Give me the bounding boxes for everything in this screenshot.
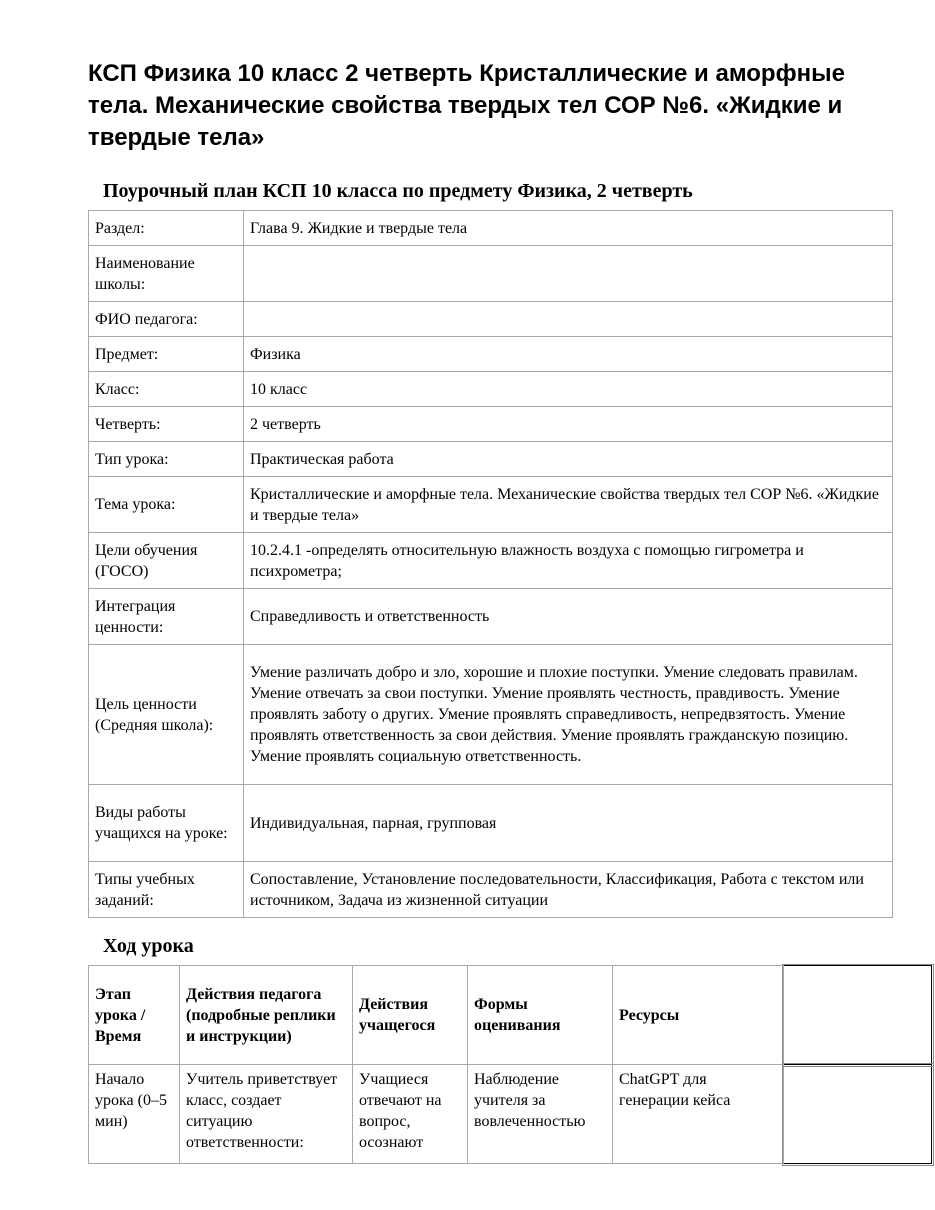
column-header-extra: [784, 966, 932, 1065]
row-value: [244, 302, 893, 337]
table-row: [89, 211, 893, 246]
table-row: [89, 442, 893, 477]
row-key: Предмет:: [89, 337, 244, 372]
cell-assessment: Наблюдение учителя за вовлеченностью: [468, 1065, 613, 1164]
document-title: КСП Физика 10 класс 2 четверть Кристаллические и аморфные тела. Механические свойства твердых тел СОР №6. «Жидкие и твердые тела»: [88, 60, 845, 151]
row-key: Наименование школы:: [89, 246, 244, 302]
table-row: [89, 645, 893, 785]
row-value: 2 четверть: [244, 407, 893, 442]
row-key: Цели обучения (ГОСО): [89, 533, 244, 589]
table-row: [89, 477, 893, 533]
column-header-teacher-actions: Действия педагога (подробные реплики и инструкции): [180, 966, 353, 1065]
table-row: [89, 372, 893, 407]
row-value: Сопоставление, Установление последовательности, Классификация, Работа с текстом или источником, Задача из жизненной ситуации: [244, 862, 893, 918]
table-row: [89, 246, 893, 302]
table-row: [89, 785, 893, 862]
row-value: Индивидуальная, парная, групповая: [244, 785, 893, 862]
table-row: [89, 533, 893, 589]
row-key: Класс:: [89, 372, 244, 407]
row-key: Интеграция ценности:: [89, 589, 244, 645]
table-header-row: [89, 966, 932, 1065]
row-key: Виды работы учащихся на уроке:: [89, 785, 244, 862]
row-key: Раздел:: [89, 211, 244, 246]
column-header-assessment: Формы оценивания: [468, 966, 613, 1065]
cell-resources: ChatGPT для генерации кейса: [613, 1065, 784, 1164]
table-row: [89, 862, 893, 918]
row-key: Цель ценности (Средняя школа):: [89, 645, 244, 785]
cell-teacher-actions: Учитель приветствует класс, создает ситуацию ответственности:: [180, 1065, 353, 1164]
table-row: [89, 337, 893, 372]
row-value: Справедливость и ответственность: [244, 589, 893, 645]
cell-student-actions: Учащиеся отвечают на вопрос, осознают: [353, 1065, 468, 1164]
lesson-flow-table: [88, 965, 932, 1164]
table-row: [89, 302, 893, 337]
table-row: [89, 1065, 932, 1164]
row-key: Тема урока:: [89, 477, 244, 533]
row-value: 10.2.4.1 -определять относительную влажность воздуха с помощью гигрометра и психрометра;: [244, 533, 893, 589]
row-key: ФИО педагога:: [89, 302, 244, 337]
table-row: [89, 407, 893, 442]
row-value: [244, 246, 893, 302]
lesson-flow-title: Ход урока: [103, 935, 194, 957]
row-value: Практическая работа: [244, 442, 893, 477]
cell-stage: Начало урока (0–5 мин): [89, 1065, 180, 1164]
table-row: [89, 589, 893, 645]
row-key: Типы учебных заданий:: [89, 862, 244, 918]
column-header-student-actions: Действия учащегося: [353, 966, 468, 1065]
row-value: 10 класс: [244, 372, 893, 407]
column-header-stage: Этап урока / Время: [89, 966, 180, 1065]
row-value: Физика: [244, 337, 893, 372]
row-value: Глава 9. Жидкие и твердые тела: [244, 211, 893, 246]
row-key: Тип урока:: [89, 442, 244, 477]
plan-title: Поурочный план КСП 10 класса по предмету Физика, 2 четверть: [103, 180, 693, 202]
column-header-resources: Ресурсы: [613, 966, 784, 1065]
cell-extra: [784, 1065, 932, 1164]
row-value: Кристаллические и аморфные тела. Механические свойства твердых тел СОР №6. «Жидкие и твердые тела»: [244, 477, 893, 533]
row-value: Умение различать добро и зло, хорошие и плохие поступки. Умение следовать правилам. Умение отвечать за свои поступки. Умение проявлять честность, правдивость. Умение проявлять заботу о других. Умение проявлять справедливость, непредвзятость. Умение проявлять ответственность за свои действия. Умение проявлять гражданскую позицию. Умение проявлять социальную ответственность.: [244, 645, 893, 785]
lesson-info-table: [88, 210, 893, 918]
row-key: Четверть:: [89, 407, 244, 442]
